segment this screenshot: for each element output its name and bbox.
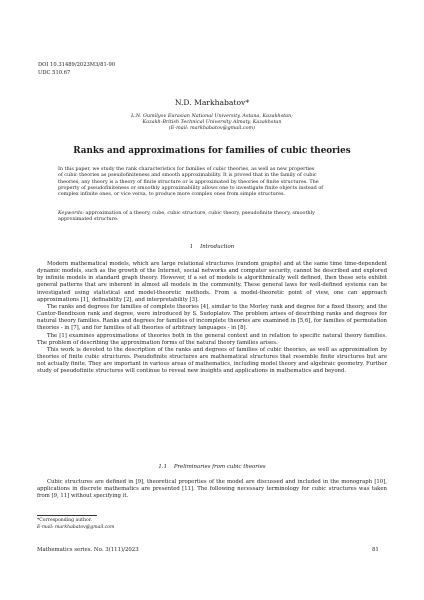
affiliation [0,113,424,132]
affiliation-email: (E-mail: markhabatov@gmail.com) [168,125,256,132]
abstract-line: property of pseudofiniteness or smoothly approximability allows one to investigate finite objects instead of [58,185,324,192]
abstract-line: of cubic theories as pseudofiniteness and smooth approximability. It is proved that in the family of cubic [58,172,317,179]
paragraph: Modern mathematical models, which are large relational structures (random graphs) and at the same time time-dependent dynamic models, such as the growth of the Internet, social networks and computer security, cannot be described and explored by infinite models in standard graph theory. However, if a set of models is algorithmically well defined, then these sets exhibit general patterns that are inherent in almost all models in the community. These general laws for well-defined systems can be investigated using statistical and model-theoretic methods. From a model-theoretic point of view, one can approach approximations [1], definability [2], and interpretability [3]. [37,261,387,303]
footnote-corresponding: *Corresponding author. [37,518,92,523]
abstract-line: In this paper, we study the rank characteristics for families of cubic theories, as well as new properties [58,166,315,172]
preliminaries-body [37,479,387,500]
introduction-body [37,261,387,376]
subsection-heading-preliminaries: 1.1 Preliminaries from cubic theories [158,464,266,470]
footnote-email: E-mail: markhabatov@gmail.com [37,525,115,530]
keywords-label: Keywords: [58,210,84,216]
page-number: 81 [372,547,379,553]
paragraph: The [1] examines approximations of theories both in the general context and in relation to specific natural theory families. The problem of describing the approximation forms of the natural theory families arises. [37,332,387,346]
footnote-rule [37,515,97,516]
author: N.D. Markhabatov* [174,98,250,107]
paragraph: Cubic structures are defined in [9], theoretical properties of the model are discussed and included in the monograph [10], applications in discrete mathematics are presented [11]. The following necessary terminology for cubic structures was taken from [9, 11] without specifying it. [37,479,387,500]
paragraph: The ranks and degrees for families of complete theories [4], similar to the Morley rank and degree for a fixed theory, and the Cantor-Bendixson rank and degree, were introduced by S. Sudoplatov. The problem arises of describing ranks and degrees for natural theory families. Ranks and degrees for families of incomplete theories are examined in [5,6], for families of permutation theories - in [7], and for families of all theories of arbitrary languages - in [8]. [37,303,387,332]
abstract-line: theories, any theory is a theory of finite structure or is approximated by theories of finite structures. The [58,178,319,185]
section-heading-introduction: 1 Introduction [189,244,235,250]
abstract-line: complex infinite ones, or vice versa, to produce more complex ones from simple structures. [58,191,286,198]
keywords-text: approximation of a theory, cube, cubic structure, cubic theory, pseudofinite theory, smoothly [85,210,315,216]
affiliation-line: L.N. Gumilyov Eurasian National University, Astana, Kazakhstan; [131,113,293,119]
paragraph: This work is devoted to the description of the ranks and degrees of families of cubic theories, as well as approximation by theories of finite cubic structures. Pseudofinite structures are mathematical structures that resemble finite structures but are not actually finite. They are important in various areas of mathematics, including model theory and algebraic geometry. Further study of pseudofinite structures will continue to reveal new insights and applications in mathematics and beyond. [37,346,387,375]
keywords [58,210,366,223]
affiliation-line: Kazakh-British Technical University Almaty, Kazakhstan [142,119,282,126]
abstract [58,166,366,198]
journal-footer: Mathematics series. No. 3(111)/2023 [37,547,139,553]
paper-title: Ranks and approximations for families of cubic theories [73,146,351,156]
doi: DOI 10.31489/2023M3/81-90 [38,62,116,68]
udc: UDC 510.67 [38,70,71,76]
keywords-text: approximated structure. [58,216,119,223]
